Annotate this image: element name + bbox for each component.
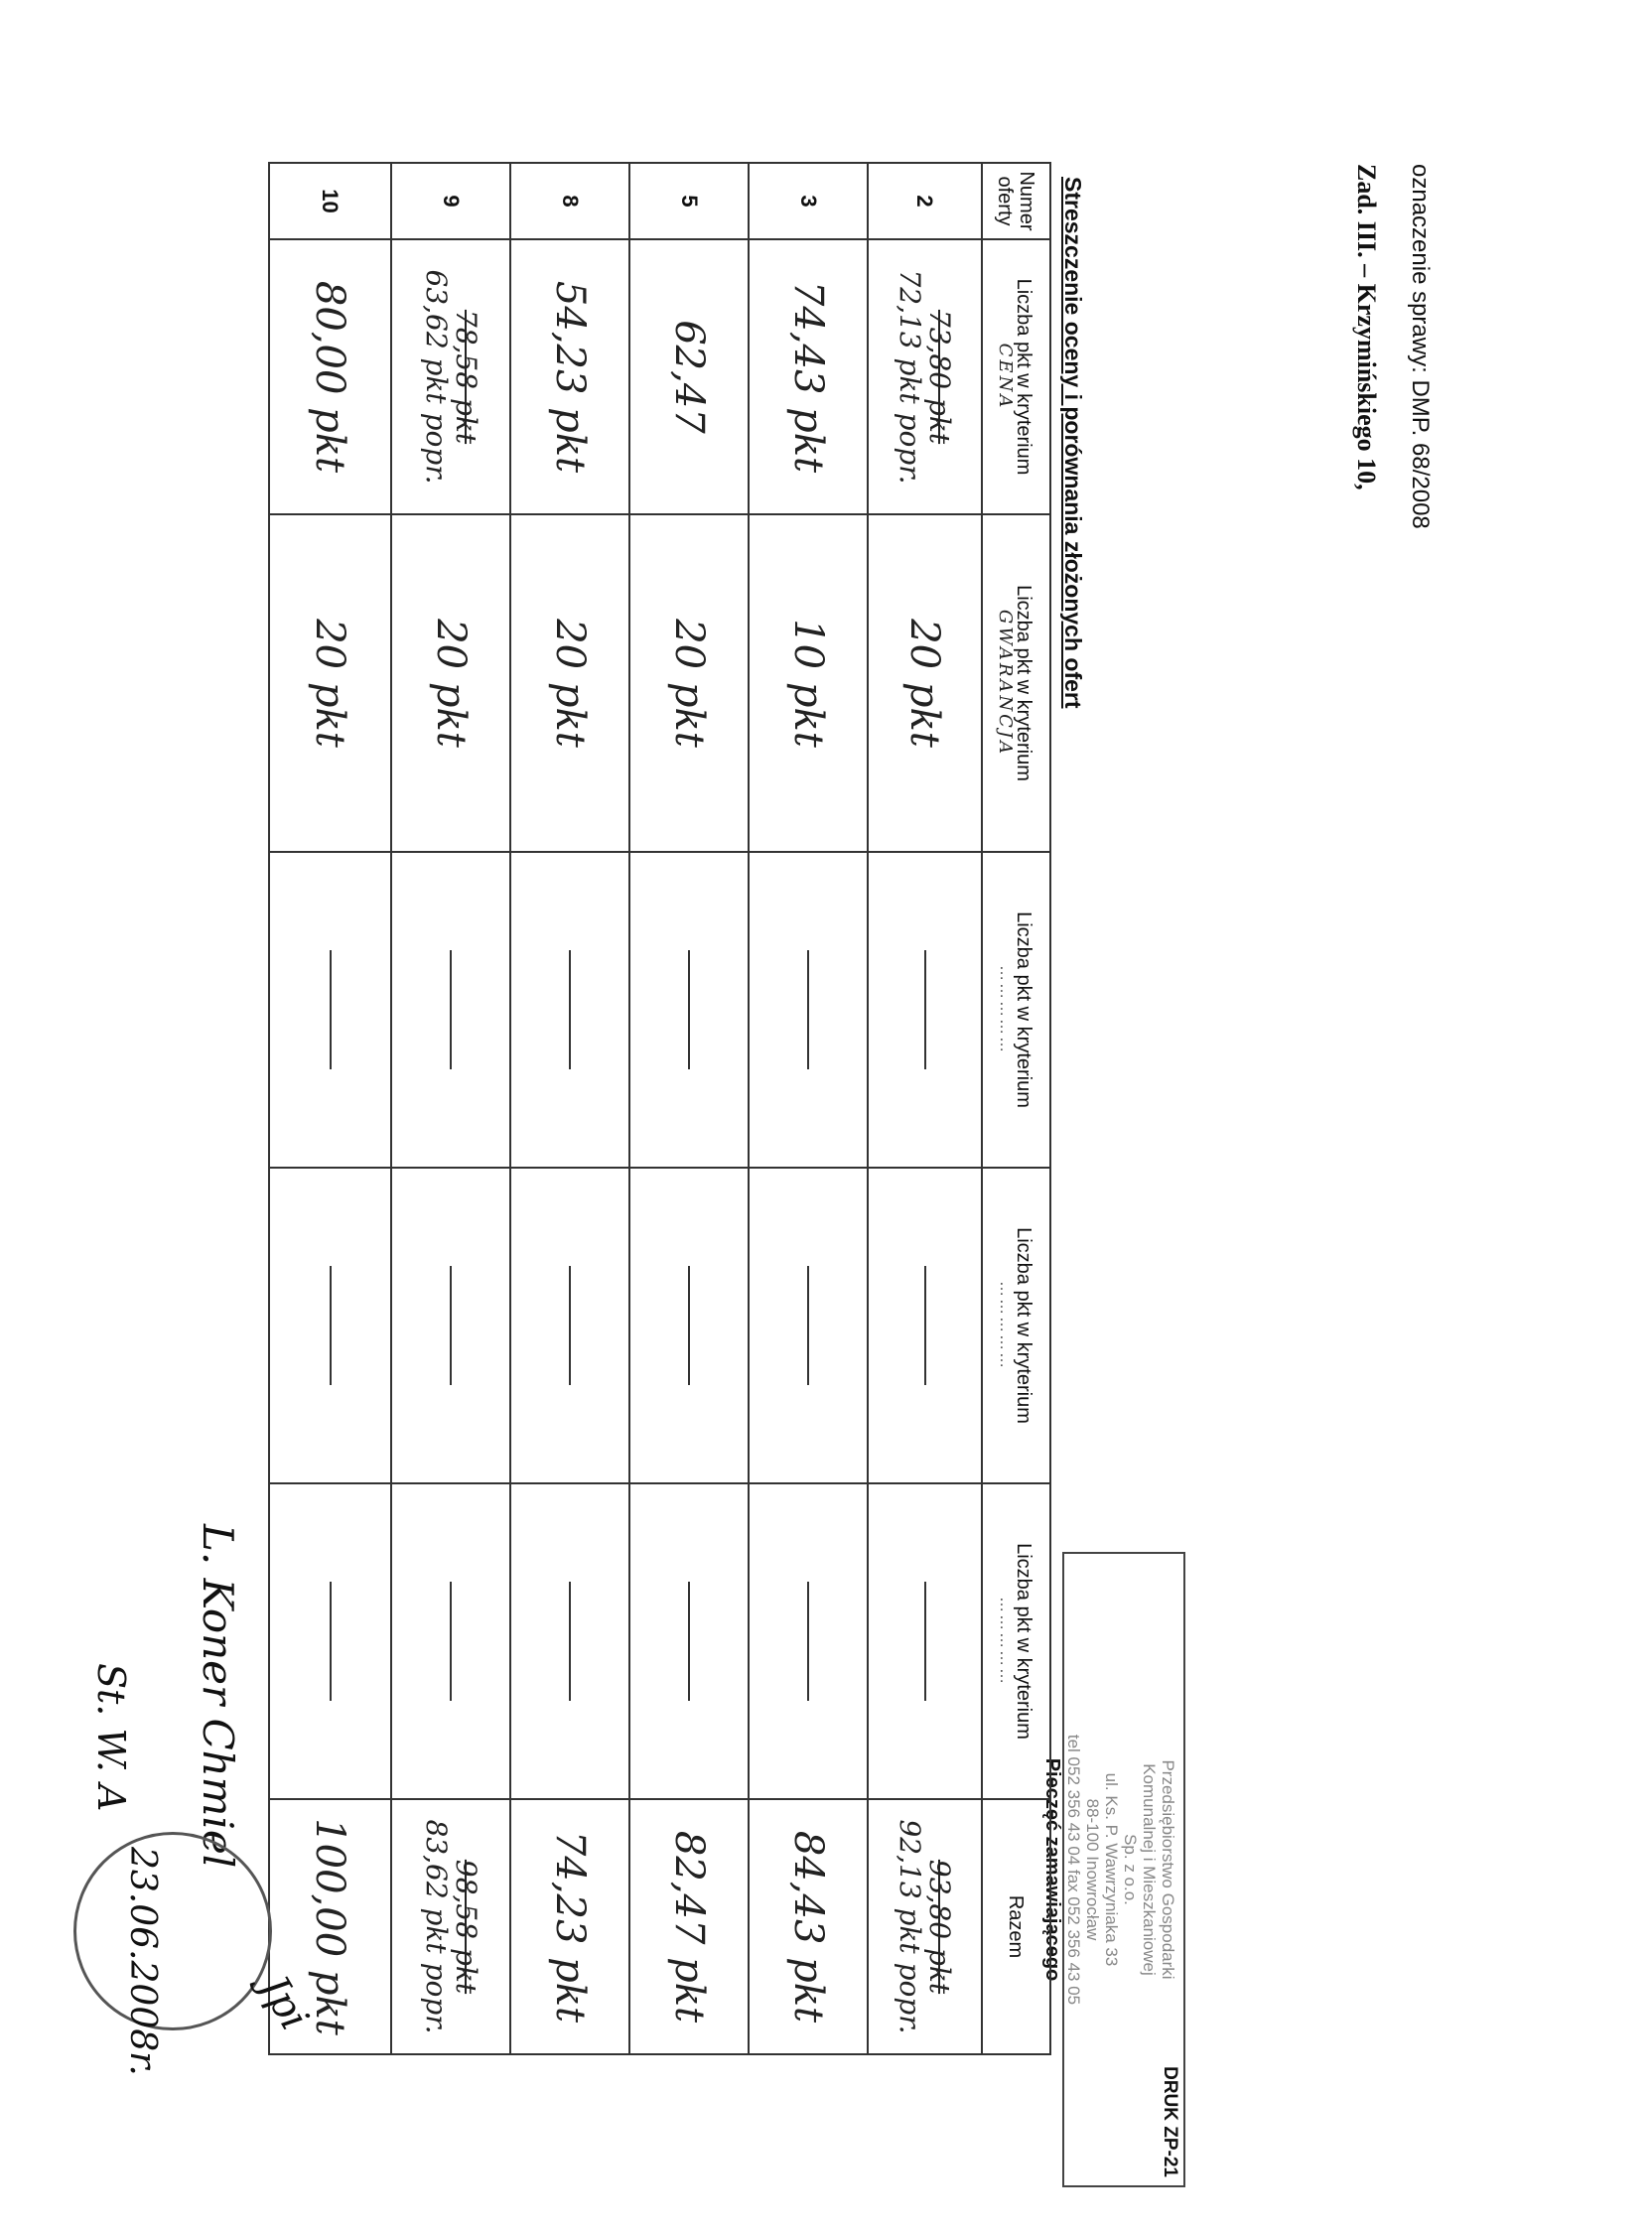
- stamp-line: 88-100 Inowrocław: [1083, 1798, 1102, 1941]
- case-reference: oznaczenie sprawy: DMP. 68/2008: [1407, 164, 1434, 529]
- guarantee-points: 20 pkt: [510, 514, 629, 852]
- offer-number: 3: [749, 163, 868, 239]
- empty-cell: [749, 1483, 868, 1799]
- table-row: [749, 163, 868, 2054]
- stamp-line: tel 052 356 43 04 fax 052 356 43 05: [1064, 1734, 1083, 2006]
- header-cell: Liczba pkt w kryterium CENA: [982, 239, 1050, 514]
- table-row: [510, 163, 629, 2054]
- empty-cell: [868, 1168, 982, 1483]
- guarantee-points: 20 pkt: [269, 514, 391, 852]
- total-points: 74,23 pkt: [510, 1799, 629, 2054]
- stamp-line: ul. Ks. P. Wawrzyniaka 33: [1102, 1772, 1121, 1967]
- empty-cell: [510, 1168, 629, 1483]
- form-code: DRUK ZP-21: [1160, 2066, 1180, 2177]
- table-row: [391, 163, 510, 2054]
- table-row: [269, 163, 391, 2054]
- company-stamp: [1041, 1552, 1185, 2187]
- stamp-line: Sp. z o.o.: [1121, 1834, 1140, 1905]
- empty-cell: [510, 852, 629, 1168]
- signature-circle: [73, 1832, 272, 2030]
- header-cell: Numer oferty: [982, 163, 1050, 239]
- offers-table: [268, 162, 1051, 2055]
- guarantee-points: 20 pkt: [868, 514, 982, 852]
- signature-left: L. Koner Chmiel: [194, 1524, 242, 1869]
- empty-cell: [269, 1168, 391, 1483]
- offer-number: 10: [269, 163, 391, 239]
- price-points: 80,00 pkt: [269, 239, 391, 514]
- empty-cell: [868, 1483, 982, 1799]
- empty-cell: [269, 1483, 391, 1799]
- table-row: [629, 163, 749, 2054]
- header-cell: Liczba pkt w kryterium GWARANCJA: [982, 514, 1050, 852]
- empty-cell: [749, 1168, 868, 1483]
- header-cell: Liczba pkt w kryterium ……………: [982, 1483, 1050, 1799]
- price-points: 78,58 pkt 63,62 pkt popr.: [391, 239, 510, 514]
- table-header-row: [982, 163, 1050, 2054]
- stamp-line: Komunalnej i Mieszkaniowej: [1140, 1763, 1159, 1976]
- empty-cell: [510, 1483, 629, 1799]
- initials-signature: Jpi: [250, 1968, 318, 2038]
- empty-cell: [629, 1483, 749, 1799]
- empty-cell: [629, 852, 749, 1168]
- empty-cell: [868, 852, 982, 1168]
- price-points: 74,43 pkt: [749, 239, 868, 514]
- price-points: 54,23 pkt: [510, 239, 629, 514]
- guarantee-points: 20 pkt: [629, 514, 749, 852]
- total-points: 82,47 pkt: [629, 1799, 749, 2054]
- total-points: 93,80 pkt 92,13 pkt popr.: [868, 1799, 982, 2054]
- guarantee-points: 20 pkt: [391, 514, 510, 852]
- signature-left-second: St. W. A: [89, 1663, 133, 1812]
- offer-number: 9: [391, 163, 510, 239]
- header-cell: Liczba pkt w kryterium ……………: [982, 852, 1050, 1168]
- price-points: 62,47: [629, 239, 749, 514]
- empty-cell: [391, 852, 510, 1168]
- table-title: Streszczenie oceny i porównania złożonych ofert: [1060, 177, 1086, 709]
- total-points: 84,43 pkt: [749, 1799, 868, 2054]
- empty-cell: [391, 1168, 510, 1483]
- offer-number: 8: [510, 163, 629, 239]
- empty-cell: [269, 852, 391, 1168]
- task-title: Zad. III. – Krzymińskiego 10,: [1352, 164, 1381, 490]
- empty-cell: [749, 852, 868, 1168]
- stamp-label: Pieczęć zamawiającego: [1041, 1757, 1063, 1982]
- date-signature: 23.06.2008r.: [122, 1847, 163, 2076]
- total-points: 98,58 pkt 83,62 pkt popr.: [391, 1799, 510, 2054]
- guarantee-points: 10 pkt: [749, 514, 868, 852]
- empty-cell: [629, 1168, 749, 1483]
- stamp-line: Przedsiębiorstwo Gospodarki: [1159, 1759, 1177, 1980]
- price-points: 73,80 pkt 72,13 pkt popr.: [868, 239, 982, 514]
- offer-number: 2: [868, 163, 982, 239]
- offer-number: 5: [629, 163, 749, 239]
- total-points: 100,00 pkt: [269, 1799, 391, 2054]
- header-cell: Liczba pkt w kryterium ……………: [982, 1168, 1050, 1483]
- header-cell: Razem: [982, 1799, 1050, 2054]
- empty-cell: [391, 1483, 510, 1799]
- table-row: [868, 163, 982, 2054]
